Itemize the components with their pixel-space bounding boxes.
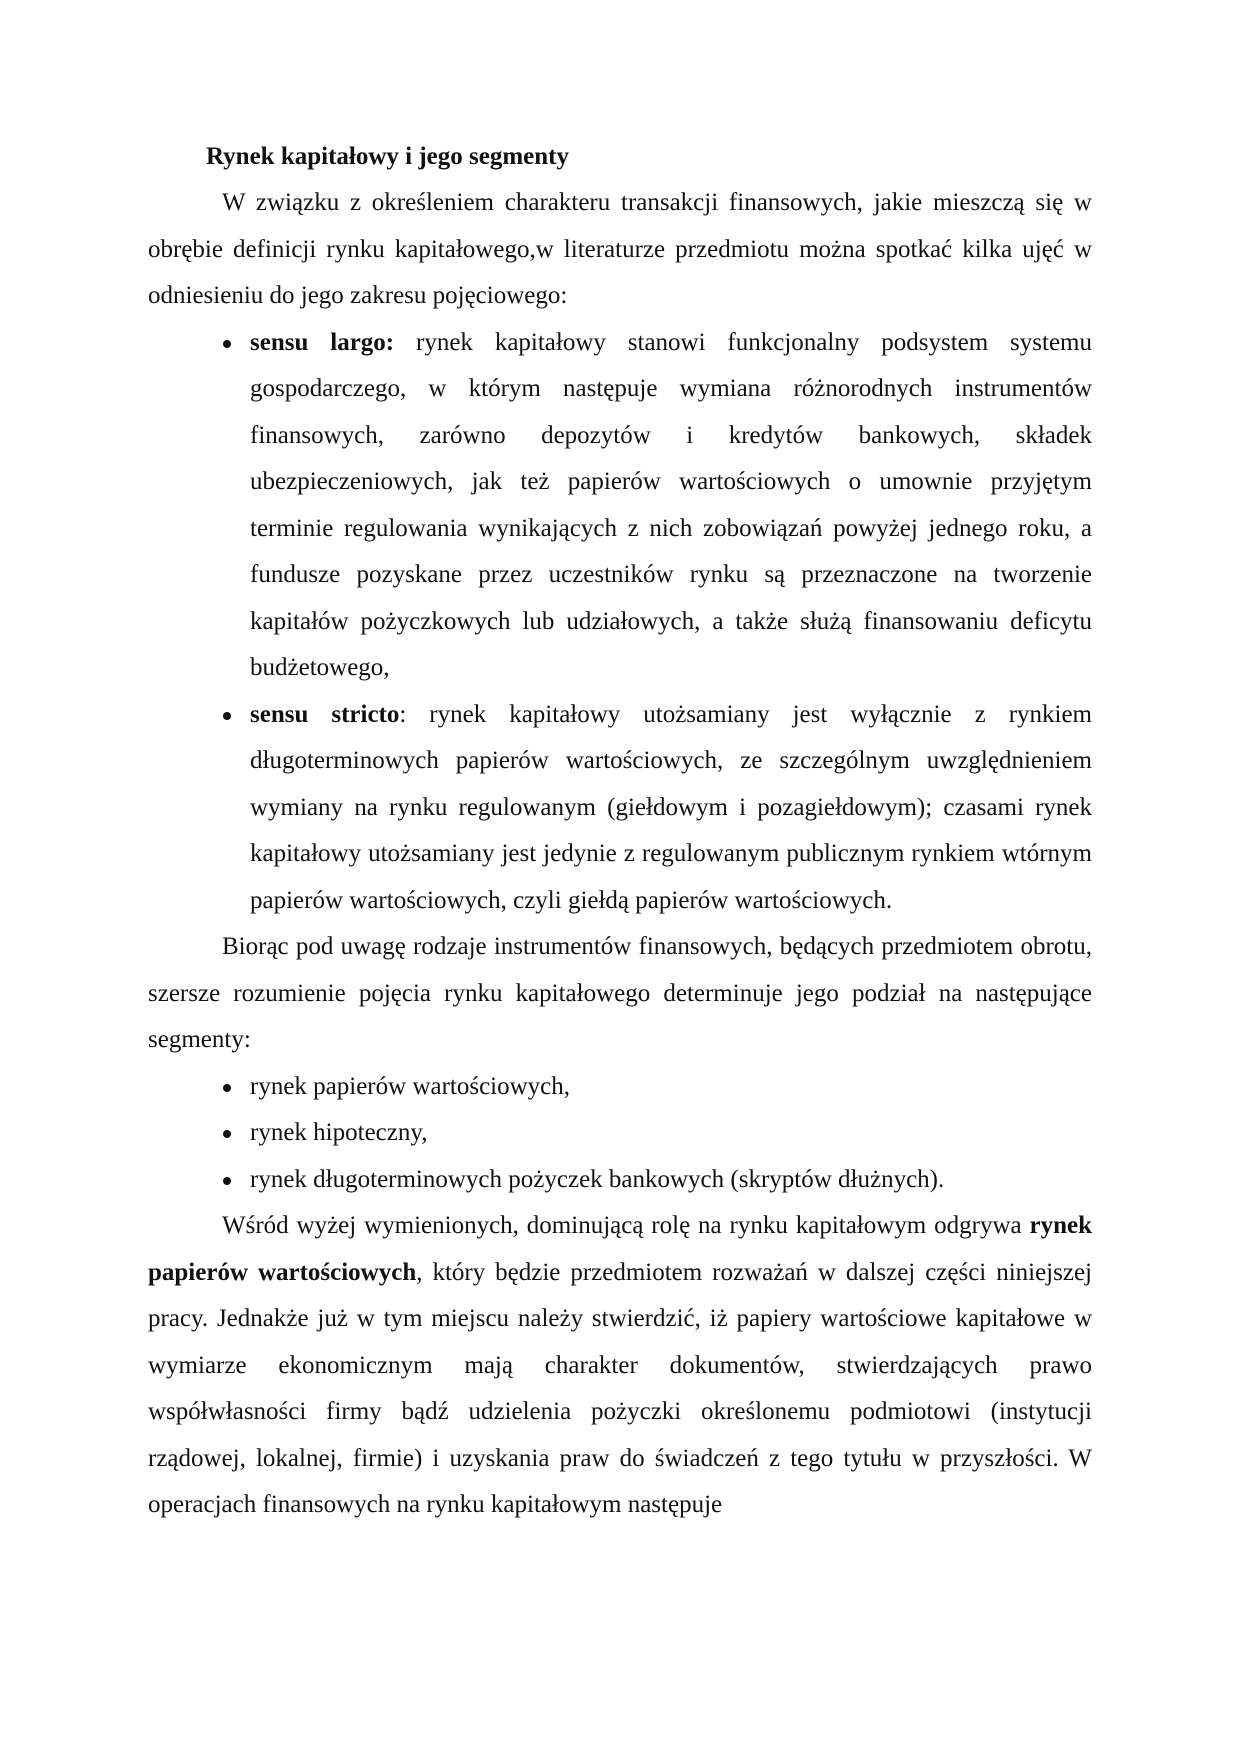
definition-term: sensu stricto bbox=[250, 700, 400, 728]
segment-text: rynek hipoteczny, bbox=[250, 1119, 428, 1146]
segment-item bbox=[148, 1064, 1092, 1111]
definition-text: rynek kapitałowy stanowi funkcjonalny podsystem systemu gospodarczego, w którym następuje wymiana różnorodnych instrumentów finansowych, zarówno depozytów i kredytów bankowych, składek ubezpieczeniowych, jak też papierów wartościowych o umownie przyjętym terminie regulowania wynikających z nich zobowiązań powyżej jednego roku, a fundusze pozyskane przez uczestników rynku są przeznaczone na tworzenie kapitałów pożyczkowych lub udziałowych, a także służą finansowaniu deficytu budżetowego, bbox=[250, 328, 1093, 681]
document-content bbox=[148, 134, 1092, 1529]
definition-item bbox=[148, 320, 1092, 692]
closing-bold-term: rynek papierów wartościowych bbox=[148, 1212, 1093, 1286]
bullet-icon bbox=[223, 712, 231, 720]
closing-rest: , który będzie przedmiotem rozważań w dalszej części niniejszej pracy. Jednakże już w tym miejscu należy stwierdzić, iż papiery wartościowe kapitałowe w wymiarze ekonomicznym mają charakter dokumentów, stwierdzających prawo współwłasności firmy bądź udzielenia pożyczki określonemu podmiotowi (instytucji rządowej, lokalnej, firmie) i uzyskania praw do świadczeń z tego tytułu w przyszłości. W operacjach finansowych na rynku kapitałowym następuje bbox=[148, 1258, 1092, 1518]
closing-lead: Wśród wyżej wymienionych, dominującą rolę na rynku kapitałowym odgrywa bbox=[222, 1212, 1022, 1239]
segments-list bbox=[148, 1064, 1092, 1204]
definition-text: : rynek kapitałowy utożsamiany jest wyłącznie z rynkiem długoterminowych papierów wartościowych, ze szczególnym uwzględnieniem wymiany na rynku regulowanym (giełdowym i pozagiełdowym); czasami rynek kapitałowy utożsamiany jest jedynie z regulowanym publicznym rynkiem wtórnym papierów wartościowych, czyli giełdą papierów wartościowych. bbox=[250, 700, 1093, 914]
bullet-icon bbox=[223, 1177, 231, 1185]
definitions-list bbox=[148, 320, 1092, 925]
bullet-icon bbox=[223, 340, 231, 348]
segment-text: rynek papierów wartościowych, bbox=[250, 1072, 571, 1100]
intro-paragraph: W związku z określeniem charakteru transakcji finansowych, jakie mieszczą się w obrębie definicji rynku kapitałowego,w literaturze przedmiotu można spotkać kilka ujęć w odniesieniu do jego zakresu pojęciowego: bbox=[148, 189, 1092, 309]
section-heading: Rynek kapitałowy i jego segmenty bbox=[206, 143, 570, 170]
definition-term: sensu largo: bbox=[250, 328, 395, 356]
bullet-icon bbox=[223, 1084, 231, 1092]
closing-paragraph bbox=[148, 1203, 1092, 1529]
segment-item bbox=[148, 1157, 1092, 1204]
segment-text: rynek długoterminowych pożyczek bankowych (skryptów dłużnych). bbox=[250, 1165, 945, 1193]
definition-item bbox=[148, 692, 1092, 925]
segment-item bbox=[148, 1110, 1092, 1157]
bullet-icon bbox=[223, 1130, 231, 1138]
segments-intro-paragraph: Biorąc pod uwagę rodzaje instrumentów finansowych, będących przedmiotem obrotu, szersze rozumienie pojęcia rynku kapitałowego determinuje jego podział na następujące segmenty: bbox=[148, 933, 1092, 1053]
